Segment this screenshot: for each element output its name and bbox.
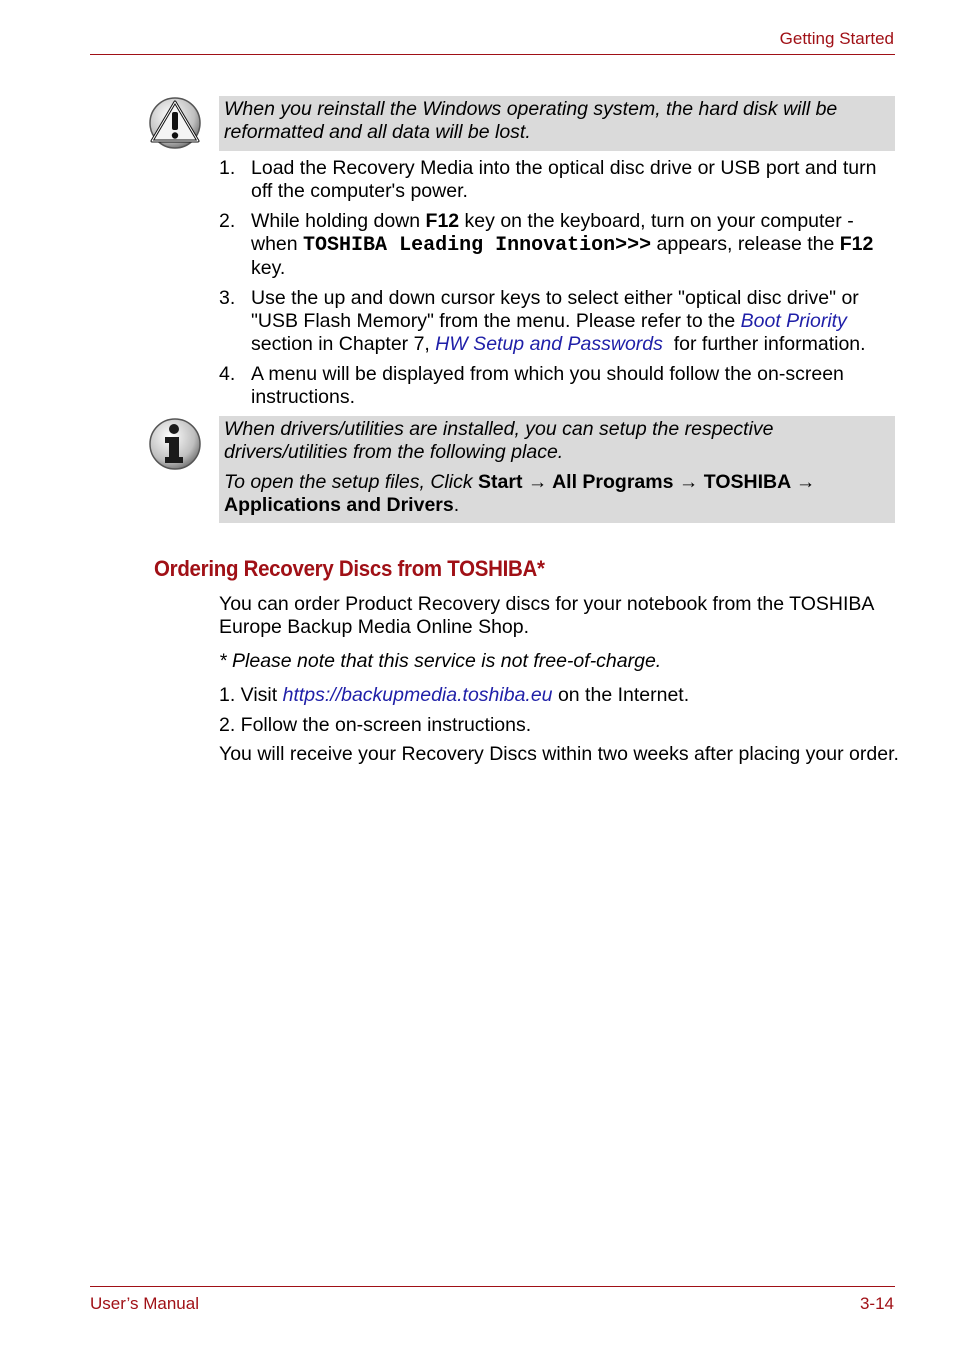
key-name: F12 [839, 233, 874, 255]
step-text: on the Internet. [552, 684, 690, 706]
step-number: 2. [219, 210, 236, 232]
info-note [219, 416, 895, 523]
menu-all-programs: All Programs [552, 471, 674, 493]
step-text: A menu will be displayed from which you should follow the on-screen instructions. [251, 363, 844, 408]
warning-note-text: When you reinstall the Windows operating system, the hard disk will be reformatted and all data will be lost. [224, 98, 838, 143]
step-text: 1. Visit [219, 684, 283, 706]
menu-start: Start [478, 471, 523, 493]
step-number: 1. [219, 157, 236, 179]
section-intro: You can order Product Recovery discs for your notebook from the TOSHIBA Europe Backup Media Online Shop. [219, 593, 874, 638]
list-item [219, 287, 899, 356]
list-item [219, 363, 899, 409]
arrow-separator: → [673, 471, 704, 493]
step-text: Use the up and down cursor keys to select either "optical disc drive" or "USB Flash Memory" from the menu. Please refer to the [251, 287, 859, 332]
closing-text: You will receive your Recovery Discs within two weeks after placing your order. [219, 743, 899, 765]
service-note: * Please note that this service is not free-of-charge. [219, 650, 662, 672]
step-text: key on the keyboard, turn on your computer - when [251, 210, 854, 255]
order-step-1 [219, 684, 899, 707]
boot-priority-link[interactable]: Boot Priority [740, 310, 847, 332]
warning-note [219, 96, 895, 151]
footer-rule [90, 1286, 895, 1287]
step-text: appears, release the [651, 233, 840, 255]
arrow-separator: → [790, 471, 816, 493]
menu-applications-drivers: Applications and Drivers [224, 494, 454, 516]
running-header: Getting Started [779, 29, 894, 48]
backup-media-link[interactable]: https://backupmedia.toshiba.eu [282, 684, 553, 706]
section-heading: Ordering Recovery Discs from TOSHIBA* [154, 556, 545, 581]
key-name: F12 [425, 210, 460, 232]
step-text: While holding down [251, 210, 426, 232]
page-number: 3-14 [859, 1294, 894, 1313]
step-text: Load the Recovery Media into the optical disc drive or USB port and turn off the computer's power. [251, 157, 877, 202]
header-rule [90, 54, 895, 55]
list-item [219, 210, 899, 280]
info-note-line2 [224, 471, 889, 517]
arrow-separator: → [522, 471, 553, 493]
info-note-text: To open the setup files, Click [224, 471, 479, 493]
footer-manual-title: User’s Manual [90, 1294, 199, 1313]
info-note-line1: When drivers/utilities are installed, you can setup the respective drivers/utilities from the following place. [224, 418, 774, 463]
information-icon [148, 417, 202, 471]
step-text: for further information. [662, 333, 866, 355]
menu-toshiba: TOSHIBA [703, 471, 791, 493]
boot-message: TOSHIBA Leading Innovation>>> [303, 234, 652, 257]
step-text: key. [251, 257, 286, 279]
warning-triangle-icon [148, 96, 202, 150]
order-step-2: 2. Follow the on-screen instructions. [219, 714, 532, 736]
step-text: section in Chapter 7, [251, 333, 436, 355]
recovery-steps-list [219, 157, 899, 416]
step-number: 4. [219, 363, 236, 385]
hw-setup-link[interactable]: HW Setup and Passwords [435, 333, 663, 355]
list-item [219, 157, 899, 203]
step-number: 3. [219, 287, 236, 309]
period: . [453, 494, 460, 516]
